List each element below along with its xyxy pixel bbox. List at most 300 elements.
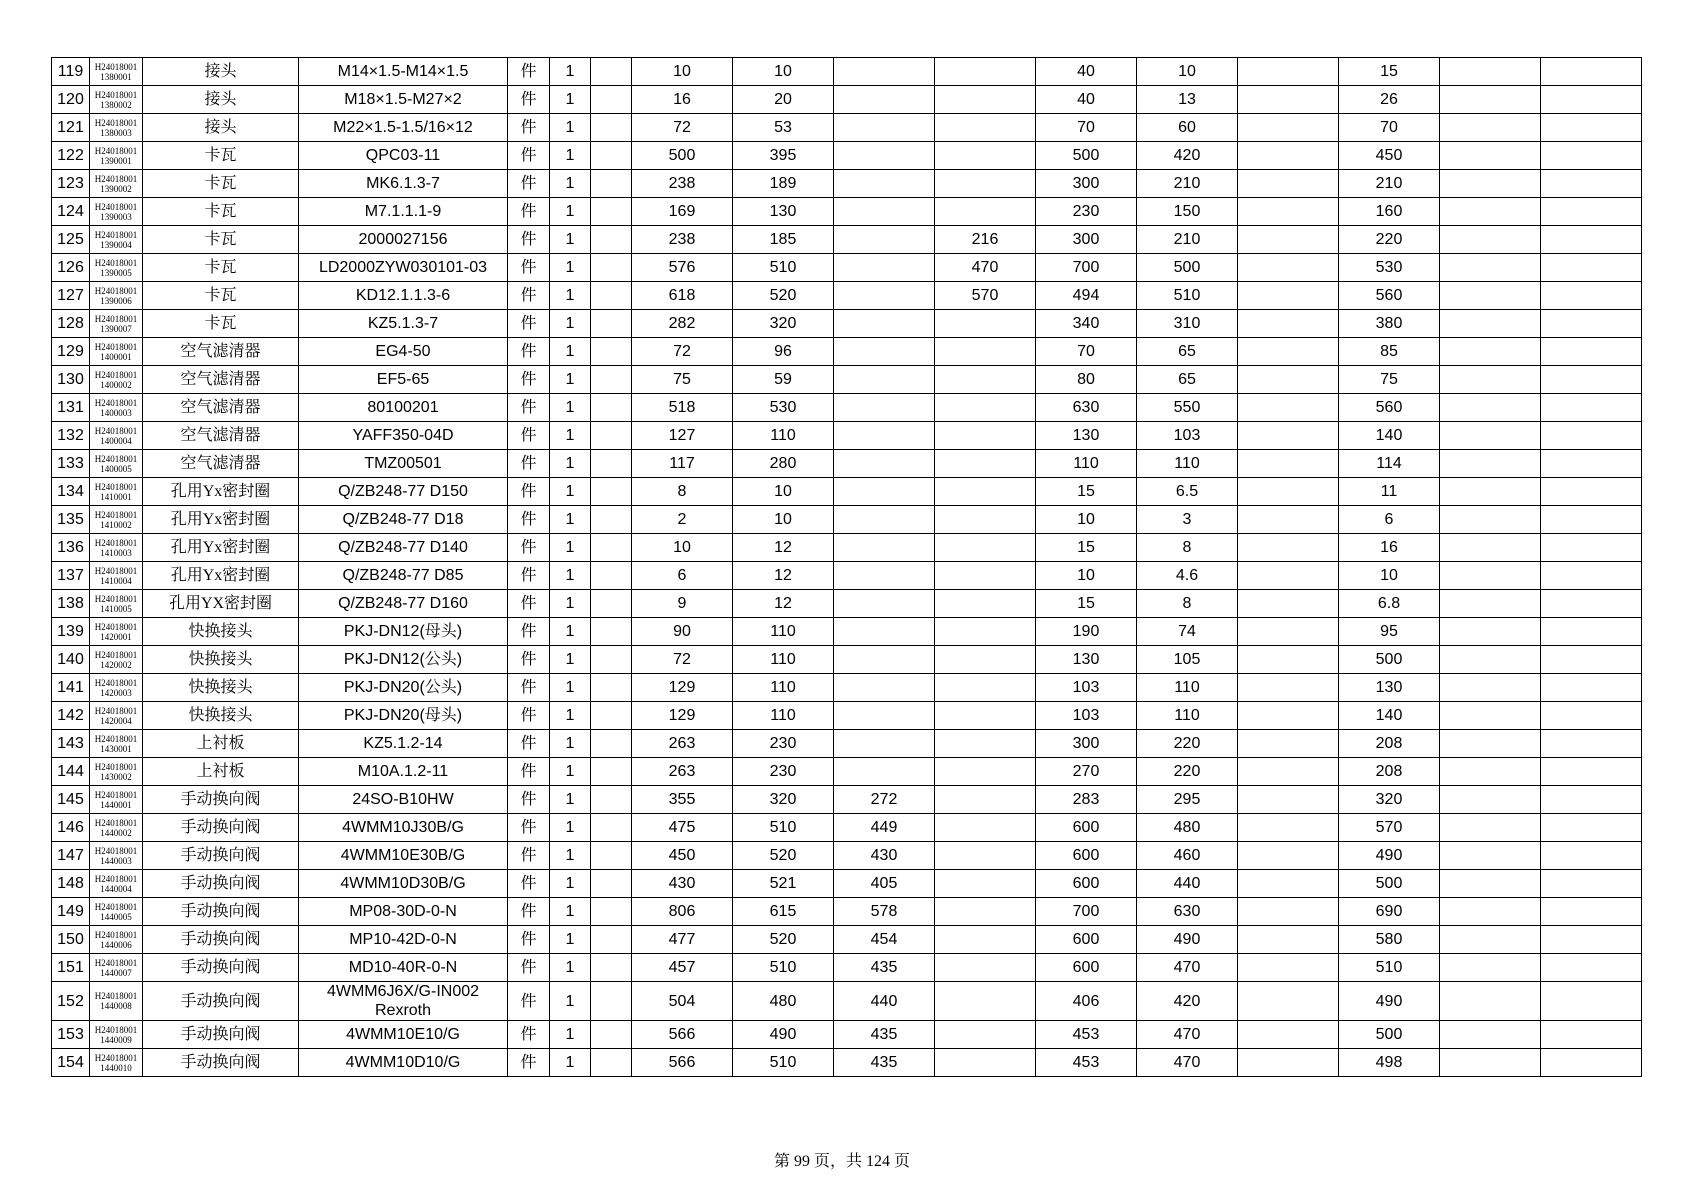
cell-c9: 130 <box>1339 674 1440 702</box>
cell-c4 <box>834 506 935 534</box>
table-row <box>52 618 1642 646</box>
cell-c3: 520 <box>733 926 834 954</box>
cell-c6: 406 <box>1036 982 1137 1021</box>
cell-c3: 110 <box>733 422 834 450</box>
cell-model: EG4-50 <box>299 338 508 366</box>
cell-c2: 566 <box>632 1021 733 1049</box>
cell-c10 <box>1440 646 1541 674</box>
cell-qty: 1 <box>550 506 591 534</box>
cell-unit: 件 <box>508 618 550 646</box>
cell-c11 <box>1541 394 1642 422</box>
cell-c2: 263 <box>632 758 733 786</box>
cell-qty: 1 <box>550 394 591 422</box>
cell-c3: 510 <box>733 954 834 982</box>
cell-model: PKJ-DN20(母头) <box>299 702 508 730</box>
cell-unit: 件 <box>508 394 550 422</box>
cell-model: M18×1.5-M27×2 <box>299 86 508 114</box>
cell-c11 <box>1541 422 1642 450</box>
cell-qty: 1 <box>550 310 591 338</box>
cell-c10 <box>1440 226 1541 254</box>
cell-c8 <box>1238 506 1339 534</box>
cell-c6: 494 <box>1036 282 1137 310</box>
cell-c7: 8 <box>1137 590 1238 618</box>
cell-c4: 430 <box>834 842 935 870</box>
cell-c6: 600 <box>1036 814 1137 842</box>
cell-model: M7.1.1.1-9 <box>299 198 508 226</box>
cell-code: H24018001 1390005 <box>90 254 143 282</box>
cell-c1 <box>591 338 632 366</box>
cell-code: H24018001 1440002 <box>90 814 143 842</box>
cell-seq: 152 <box>52 982 90 1021</box>
cell-c3: 510 <box>733 1049 834 1077</box>
cell-unit: 件 <box>508 1049 550 1077</box>
cell-seq: 134 <box>52 478 90 506</box>
cell-model: 2000027156 <box>299 226 508 254</box>
cell-c7: 220 <box>1137 758 1238 786</box>
cell-c6: 453 <box>1036 1021 1137 1049</box>
cell-c5 <box>935 898 1036 926</box>
cell-c5 <box>935 422 1036 450</box>
cell-c10 <box>1440 870 1541 898</box>
table-row <box>52 786 1642 814</box>
cell-unit: 件 <box>508 842 550 870</box>
cell-unit: 件 <box>508 534 550 562</box>
cell-qty: 1 <box>550 842 591 870</box>
cell-seq: 130 <box>52 366 90 394</box>
cell-c7: 105 <box>1137 646 1238 674</box>
cell-c9: 560 <box>1339 394 1440 422</box>
cell-c10 <box>1440 394 1541 422</box>
cell-c8 <box>1238 590 1339 618</box>
cell-model: MP08-30D-0-N <box>299 898 508 926</box>
cell-model: 4WMM10D30B/G <box>299 870 508 898</box>
cell-unit: 件 <box>508 478 550 506</box>
cell-c8 <box>1238 562 1339 590</box>
cell-c6: 15 <box>1036 534 1137 562</box>
cell-c10 <box>1440 506 1541 534</box>
table-row <box>52 842 1642 870</box>
cell-code: H24018001 1440003 <box>90 842 143 870</box>
cell-c11 <box>1541 814 1642 842</box>
cell-c2: 450 <box>632 842 733 870</box>
cell-c7: 470 <box>1137 1049 1238 1077</box>
cell-qty: 1 <box>550 226 591 254</box>
cell-c5 <box>935 702 1036 730</box>
cell-unit: 件 <box>508 506 550 534</box>
cell-c4 <box>834 674 935 702</box>
cell-c8 <box>1238 870 1339 898</box>
cell-c10 <box>1440 142 1541 170</box>
cell-name: 接头 <box>143 58 299 86</box>
cell-name: 孔用Yx密封圈 <box>143 534 299 562</box>
cell-model: MK6.1.3-7 <box>299 170 508 198</box>
cell-c4 <box>834 618 935 646</box>
cell-model: TMZ00501 <box>299 450 508 478</box>
cell-c7: 480 <box>1137 814 1238 842</box>
cell-c3: 510 <box>733 254 834 282</box>
cell-model: LD2000ZYW030101-03 <box>299 254 508 282</box>
cell-c9: 498 <box>1339 1049 1440 1077</box>
cell-c1 <box>591 506 632 534</box>
cell-c7: 310 <box>1137 310 1238 338</box>
cell-model: PKJ-DN12(公头) <box>299 646 508 674</box>
cell-model: KD12.1.1.3-6 <box>299 282 508 310</box>
cell-c8 <box>1238 954 1339 982</box>
cell-c1 <box>591 730 632 758</box>
cell-c3: 96 <box>733 338 834 366</box>
cell-c1 <box>591 646 632 674</box>
cell-c8 <box>1238 1049 1339 1077</box>
cell-c10 <box>1440 422 1541 450</box>
cell-c8 <box>1238 982 1339 1021</box>
cell-c6: 230 <box>1036 198 1137 226</box>
cell-c3: 12 <box>733 590 834 618</box>
cell-name: 手动换向阀 <box>143 954 299 982</box>
cell-seq: 129 <box>52 338 90 366</box>
cell-c7: 420 <box>1137 982 1238 1021</box>
cell-model: MP10-42D-0-N <box>299 926 508 954</box>
cell-qty: 1 <box>550 982 591 1021</box>
cell-code: H24018001 1390007 <box>90 310 143 338</box>
cell-c2: 129 <box>632 674 733 702</box>
cell-c8 <box>1238 86 1339 114</box>
cell-c4 <box>834 170 935 198</box>
cell-seq: 143 <box>52 730 90 758</box>
cell-c8 <box>1238 282 1339 310</box>
cell-c4 <box>834 394 935 422</box>
cell-c8 <box>1238 142 1339 170</box>
table-row <box>52 338 1642 366</box>
cell-c6: 630 <box>1036 394 1137 422</box>
cell-name: 卡瓦 <box>143 142 299 170</box>
cell-c7: 420 <box>1137 142 1238 170</box>
cell-c1 <box>591 114 632 142</box>
table-row <box>52 142 1642 170</box>
cell-c8 <box>1238 198 1339 226</box>
cell-code: H24018001 1420002 <box>90 646 143 674</box>
cell-c1 <box>591 366 632 394</box>
cell-c10 <box>1440 114 1541 142</box>
cell-qty: 1 <box>550 254 591 282</box>
cell-c4 <box>834 338 935 366</box>
cell-c4 <box>834 58 935 86</box>
cell-c5 <box>935 926 1036 954</box>
cell-model: MD10-40R-0-N <box>299 954 508 982</box>
cell-c5 <box>935 170 1036 198</box>
table-row <box>52 394 1642 422</box>
cell-c9: 500 <box>1339 646 1440 674</box>
cell-c6: 70 <box>1036 114 1137 142</box>
cell-qty: 1 <box>550 478 591 506</box>
table-row <box>52 870 1642 898</box>
cell-c5 <box>935 982 1036 1021</box>
cell-c6: 40 <box>1036 86 1137 114</box>
cell-c5 <box>935 450 1036 478</box>
cell-seq: 128 <box>52 310 90 338</box>
cell-c9: 6.8 <box>1339 590 1440 618</box>
cell-c11 <box>1541 954 1642 982</box>
cell-c4: 272 <box>834 786 935 814</box>
cell-qty: 1 <box>550 702 591 730</box>
cell-c11 <box>1541 338 1642 366</box>
cell-c5 <box>935 730 1036 758</box>
cell-c1 <box>591 394 632 422</box>
cell-name: 卡瓦 <box>143 170 299 198</box>
cell-c9: 15 <box>1339 58 1440 86</box>
cell-model: 24SO-B10HW <box>299 786 508 814</box>
cell-c9: 26 <box>1339 86 1440 114</box>
cell-c7: 65 <box>1137 338 1238 366</box>
cell-c2: 576 <box>632 254 733 282</box>
cell-seq: 135 <box>52 506 90 534</box>
cell-seq: 149 <box>52 898 90 926</box>
cell-c9: 510 <box>1339 954 1440 982</box>
cell-unit: 件 <box>508 954 550 982</box>
cell-unit: 件 <box>508 282 550 310</box>
cell-c2: 16 <box>632 86 733 114</box>
cell-c8 <box>1238 114 1339 142</box>
cell-c1 <box>591 450 632 478</box>
cell-unit: 件 <box>508 562 550 590</box>
cell-c9: 140 <box>1339 702 1440 730</box>
cell-c9: 208 <box>1339 730 1440 758</box>
cell-c1 <box>591 478 632 506</box>
cell-c7: 3 <box>1137 506 1238 534</box>
cell-c5 <box>935 394 1036 422</box>
cell-c6: 70 <box>1036 338 1137 366</box>
table-row <box>52 450 1642 478</box>
cell-qty: 1 <box>550 926 591 954</box>
cell-c6: 15 <box>1036 590 1137 618</box>
cell-c8 <box>1238 674 1339 702</box>
cell-c10 <box>1440 674 1541 702</box>
cell-code: H24018001 1440005 <box>90 898 143 926</box>
cell-c11 <box>1541 450 1642 478</box>
cell-c11 <box>1541 1021 1642 1049</box>
cell-c4 <box>834 450 935 478</box>
cell-code: H24018001 1400004 <box>90 422 143 450</box>
cell-c9: 160 <box>1339 198 1440 226</box>
cell-c1 <box>591 758 632 786</box>
cell-c11 <box>1541 310 1642 338</box>
cell-qty: 1 <box>550 758 591 786</box>
cell-seq: 141 <box>52 674 90 702</box>
cell-c3: 520 <box>733 282 834 310</box>
table-row <box>52 310 1642 338</box>
cell-c7: 550 <box>1137 394 1238 422</box>
cell-c10 <box>1440 478 1541 506</box>
cell-c10 <box>1440 702 1541 730</box>
cell-code: H24018001 1400001 <box>90 338 143 366</box>
cell-name: 手动换向阀 <box>143 842 299 870</box>
cell-unit: 件 <box>508 870 550 898</box>
cell-model: YAFF350-04D <box>299 422 508 450</box>
table-row <box>52 758 1642 786</box>
table-row <box>52 982 1642 1021</box>
cell-c4 <box>834 310 935 338</box>
cell-c9: 530 <box>1339 254 1440 282</box>
cell-c11 <box>1541 786 1642 814</box>
cell-c3: 110 <box>733 674 834 702</box>
cell-c11 <box>1541 646 1642 674</box>
cell-c2: 90 <box>632 618 733 646</box>
cell-c9: 320 <box>1339 786 1440 814</box>
cell-c3: 53 <box>733 114 834 142</box>
cell-qty: 1 <box>550 730 591 758</box>
cell-c11 <box>1541 982 1642 1021</box>
cell-c5 <box>935 814 1036 842</box>
cell-c7: 65 <box>1137 366 1238 394</box>
cell-c6: 10 <box>1036 506 1137 534</box>
cell-unit: 件 <box>508 674 550 702</box>
cell-seq: 127 <box>52 282 90 310</box>
cell-seq: 119 <box>52 58 90 86</box>
cell-c8 <box>1238 758 1339 786</box>
cell-c11 <box>1541 926 1642 954</box>
cell-c6: 110 <box>1036 450 1137 478</box>
cell-c4 <box>834 86 935 114</box>
cell-unit: 件 <box>508 114 550 142</box>
table-row <box>52 1021 1642 1049</box>
cell-c11 <box>1541 282 1642 310</box>
cell-c5 <box>935 478 1036 506</box>
cell-name: 孔用Yx密封圈 <box>143 506 299 534</box>
cell-unit: 件 <box>508 254 550 282</box>
cell-c4 <box>834 366 935 394</box>
cell-unit: 件 <box>508 58 550 86</box>
cell-model: 4WMM10J30B/G <box>299 814 508 842</box>
cell-c5 <box>935 338 1036 366</box>
cell-c7: 4.6 <box>1137 562 1238 590</box>
cell-c2: 518 <box>632 394 733 422</box>
cell-model: QPC03-11 <box>299 142 508 170</box>
cell-c10 <box>1440 338 1541 366</box>
cell-c11 <box>1541 870 1642 898</box>
cell-c7: 74 <box>1137 618 1238 646</box>
cell-seq: 146 <box>52 814 90 842</box>
cell-c5 <box>935 310 1036 338</box>
cell-c5 <box>935 590 1036 618</box>
table-row <box>52 170 1642 198</box>
cell-c2: 72 <box>632 338 733 366</box>
cell-c9: 11 <box>1339 478 1440 506</box>
cell-c3: 615 <box>733 898 834 926</box>
cell-c6: 130 <box>1036 646 1137 674</box>
cell-unit: 件 <box>508 590 550 618</box>
cell-c2: 8 <box>632 478 733 506</box>
cell-name: 孔用Yx密封圈 <box>143 562 299 590</box>
cell-c9: 95 <box>1339 618 1440 646</box>
cell-c3: 185 <box>733 226 834 254</box>
cell-c1 <box>591 618 632 646</box>
cell-model: Q/ZB248-77 D150 <box>299 478 508 506</box>
cell-c9: 220 <box>1339 226 1440 254</box>
cell-c10 <box>1440 758 1541 786</box>
cell-code: H24018001 1390002 <box>90 170 143 198</box>
cell-seq: 126 <box>52 254 90 282</box>
cell-c8 <box>1238 254 1339 282</box>
cell-c10 <box>1440 534 1541 562</box>
cell-c11 <box>1541 198 1642 226</box>
cell-c1 <box>591 814 632 842</box>
cell-c8 <box>1238 534 1339 562</box>
cell-name: 快换接头 <box>143 646 299 674</box>
cell-c4 <box>834 142 935 170</box>
cell-c10 <box>1440 982 1541 1021</box>
cell-seq: 120 <box>52 86 90 114</box>
cell-c9: 114 <box>1339 450 1440 478</box>
cell-c2: 129 <box>632 702 733 730</box>
cell-qty: 1 <box>550 1049 591 1077</box>
cell-seq: 148 <box>52 870 90 898</box>
cell-c8 <box>1238 450 1339 478</box>
cell-c3: 510 <box>733 814 834 842</box>
cell-c10 <box>1440 254 1541 282</box>
cell-c4 <box>834 730 935 758</box>
cell-c4: 405 <box>834 870 935 898</box>
cell-c6: 283 <box>1036 786 1137 814</box>
cell-qty: 1 <box>550 618 591 646</box>
cell-c11 <box>1541 618 1642 646</box>
table-row <box>52 954 1642 982</box>
price-table <box>51 57 1642 1077</box>
table-row <box>52 478 1642 506</box>
cell-name: 空气滤清器 <box>143 366 299 394</box>
cell-c6: 700 <box>1036 254 1137 282</box>
table-row <box>52 674 1642 702</box>
table-row <box>52 506 1642 534</box>
cell-c5 <box>935 842 1036 870</box>
cell-qty: 1 <box>550 786 591 814</box>
cell-c3: 480 <box>733 982 834 1021</box>
cell-c4 <box>834 254 935 282</box>
cell-model: 80100201 <box>299 394 508 422</box>
cell-c4: 440 <box>834 982 935 1021</box>
cell-c6: 700 <box>1036 898 1137 926</box>
cell-code: H24018001 1410003 <box>90 534 143 562</box>
cell-qty: 1 <box>550 1021 591 1049</box>
cell-c9: 500 <box>1339 870 1440 898</box>
cell-c7: 500 <box>1137 254 1238 282</box>
cell-model: Q/ZB248-77 D18 <box>299 506 508 534</box>
cell-c6: 600 <box>1036 954 1137 982</box>
cell-qty: 1 <box>550 282 591 310</box>
cell-c1 <box>591 142 632 170</box>
cell-c3: 490 <box>733 1021 834 1049</box>
cell-c1 <box>591 226 632 254</box>
cell-c3: 110 <box>733 702 834 730</box>
cell-c11 <box>1541 254 1642 282</box>
table-row <box>52 198 1642 226</box>
cell-c4 <box>834 534 935 562</box>
cell-c10 <box>1440 590 1541 618</box>
table-row <box>52 226 1642 254</box>
table-row <box>52 58 1642 86</box>
cell-model: EF5-65 <box>299 366 508 394</box>
cell-code: H24018001 1400002 <box>90 366 143 394</box>
cell-c8 <box>1238 898 1339 926</box>
cell-unit: 件 <box>508 786 550 814</box>
table-row <box>52 254 1642 282</box>
cell-c10 <box>1440 926 1541 954</box>
cell-c1 <box>591 282 632 310</box>
cell-name: 孔用YX密封圈 <box>143 590 299 618</box>
cell-unit: 件 <box>508 814 550 842</box>
cell-c8 <box>1238 422 1339 450</box>
table-row <box>52 282 1642 310</box>
cell-seq: 122 <box>52 142 90 170</box>
cell-code: H24018001 1440004 <box>90 870 143 898</box>
